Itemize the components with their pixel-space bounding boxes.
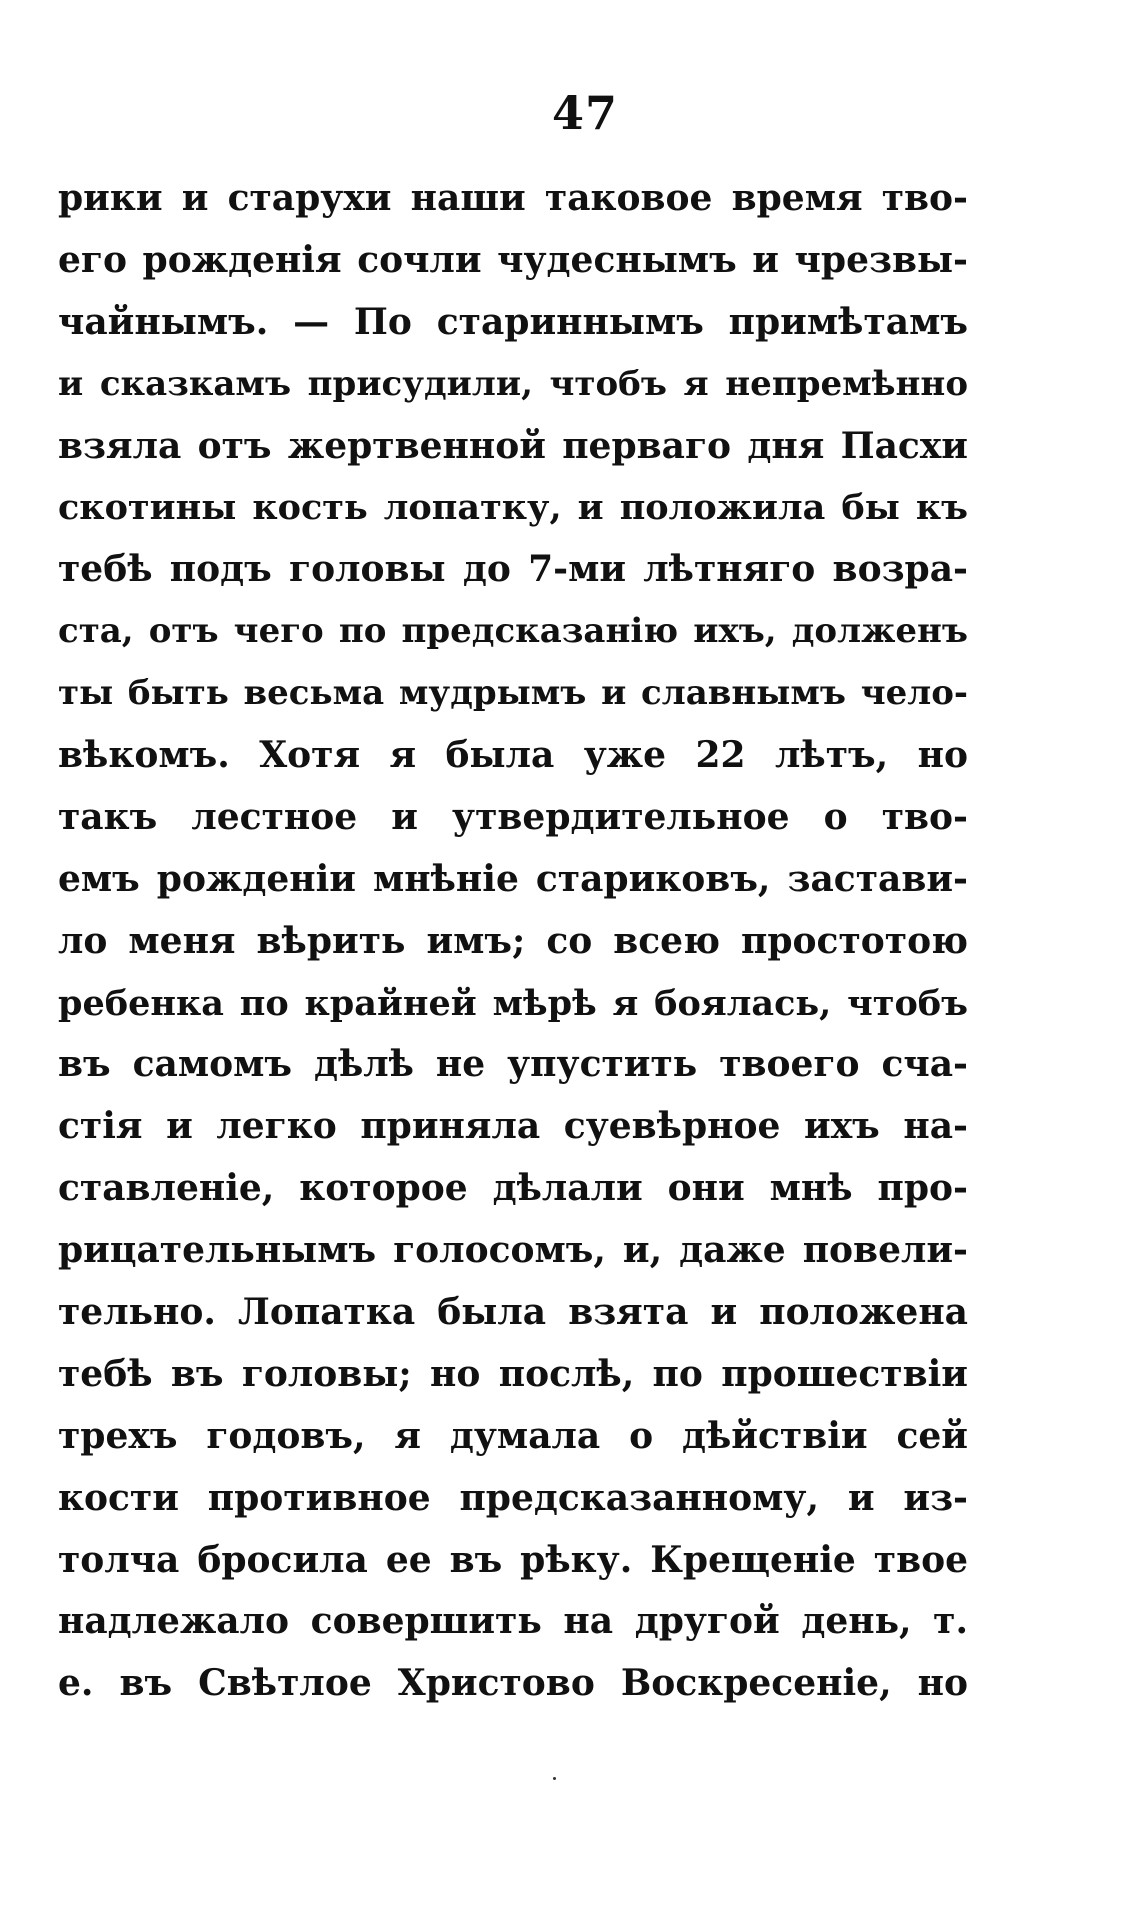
text-line: трехъ годовъ, я думала о дѣйствіи сей: [58, 1414, 968, 1457]
text-line: скотины кость лопатку, и положила бы къ: [58, 487, 968, 529]
print-speck: [553, 1777, 556, 1780]
text-line: емъ рожденіи мнѣніе стариковъ, застави-: [58, 857, 968, 900]
text-line: тебѣ подъ головы до 7-ми лѣтняго возра-: [58, 548, 968, 591]
text-line: чайнымъ. — По стариннымъ примѣтамъ: [58, 300, 968, 343]
body-text: [58, 168, 968, 1715]
text-line: тельно. Лопатка была взята и положена: [58, 1291, 968, 1334]
page-number: 47: [551, 86, 618, 140]
text-line: е. въ Свѣтлое Христово Воскресеніе, но: [58, 1662, 968, 1705]
text-line: такъ лестное и утвердительное о тво-: [58, 795, 968, 838]
text-line: рики и старухи наши таковое время тво-: [58, 177, 968, 219]
text-line: тебѣ въ головы; но послѣ, по прошествіи: [58, 1352, 968, 1395]
text-line: ста, отъ чего по предсказанію ихъ, долженъ: [58, 611, 968, 652]
text-line: стія и легко приняла суевѣрное ихъ на-: [58, 1105, 968, 1148]
text-line: въ самомъ дѣлѣ не упустить твоего сча-: [58, 1043, 968, 1086]
text-line: вѣкомъ. Хотя я была уже 22 лѣтъ, но: [58, 734, 968, 777]
text-line: ставленіе, которое дѣлали они мнѣ про-: [58, 1167, 968, 1210]
text-line: рицательнымъ голосомъ, и, даже повели-: [58, 1229, 968, 1272]
text-line: надлежало совершить на другой день, т.: [58, 1600, 968, 1643]
text-line: ты быть весьма мудрымъ и славнымъ чело-: [58, 673, 968, 714]
text-line: его рожденія сочли чудеснымъ и чрезвы-: [58, 238, 968, 281]
text-line: ло меня вѣрить имъ; со всею простотою: [58, 919, 968, 962]
text-line: и сказкамъ присудили, чтобъ я непремѣнно: [58, 363, 968, 404]
text-line: взяла отъ жертвенной перваго дня Пасхи: [58, 424, 968, 467]
text-line: кости противное предсказанному, и из-: [58, 1476, 968, 1519]
text-line: ребенка по крайней мѣрѣ я боялась, чтобъ: [58, 982, 968, 1024]
text-line: толча бросила ее въ рѣку. Крещеніе твое: [58, 1538, 968, 1581]
